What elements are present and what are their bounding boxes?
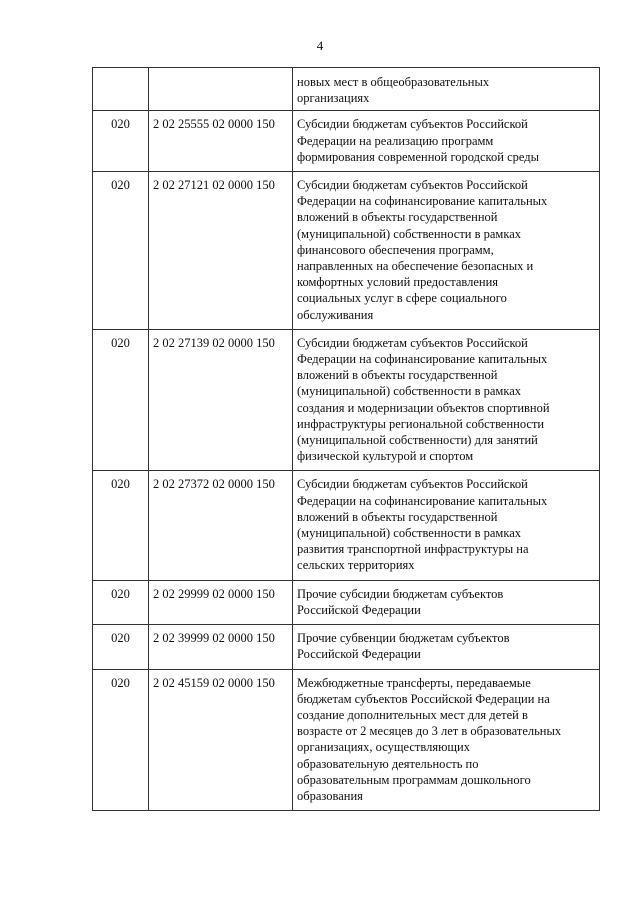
revenue-name-line: Субсидии бюджетам субъектов Российской [297, 335, 528, 350]
budget-classification-table [92, 67, 600, 811]
table-row [93, 111, 600, 172]
revenue-name-line: образовательным программам дошкольного [297, 772, 531, 787]
revenue-name-line: бюджетам субъектов Российской Федерации на [297, 691, 550, 706]
revenue-name-cell [293, 68, 600, 111]
revenue-name-line: инфраструктуры региональной собственности [297, 416, 545, 431]
admin-code-cell [93, 68, 149, 111]
revenue-name-line: Российской Федерации [297, 647, 421, 662]
budget-code-cell: 2 02 39999 02 0000 150 [149, 625, 293, 669]
revenue-name-cell [293, 471, 600, 580]
table-row [93, 329, 600, 471]
revenue-name-line: вложений в объекты государственной [297, 210, 498, 225]
revenue-name-line: (муниципальной) собственности в рамках [297, 384, 522, 399]
revenue-name-cell [293, 580, 600, 624]
revenue-name-line: (муниципальной) собственности в рамках [297, 526, 522, 541]
revenue-name-line: возрасте от 2 месяцев до 3 лет в образовательных [297, 724, 562, 739]
admin-code-cell: 020 [93, 172, 149, 330]
revenue-name-line: Федерации на софинансирование капитальных [297, 194, 548, 209]
revenue-name-line: (муниципальной собственности) для занятий [297, 433, 538, 448]
budget-code-cell [149, 68, 293, 111]
budget-code-cell: 2 02 27372 02 0000 150 [149, 471, 293, 580]
admin-code-cell: 020 [93, 625, 149, 669]
revenue-name-cell [293, 172, 600, 330]
revenue-name-line: вложений в объекты государственной [297, 368, 498, 383]
budget-code-cell: 2 02 25555 02 0000 150 [149, 111, 293, 172]
table-row [93, 172, 600, 330]
revenue-name-line: организациях [297, 91, 370, 106]
table-row [93, 669, 600, 811]
revenue-name-line: (муниципальной) собственности в рамках [297, 226, 522, 241]
revenue-name-line: Прочие субсидии бюджетам субъектов [297, 586, 504, 601]
revenue-name-line: образовательную деятельность по [297, 756, 479, 771]
revenue-name-line: Прочие субвенции бюджетам субъектов [297, 631, 510, 646]
table-body [93, 68, 600, 811]
revenue-name-line: создания и модернизации объектов спортивной [297, 400, 550, 415]
admin-code-cell: 020 [93, 669, 149, 811]
revenue-name-line: Субсидии бюджетам субъектов Российской [297, 117, 528, 132]
budget-code-cell: 2 02 27139 02 0000 150 [149, 329, 293, 471]
revenue-name-line: развития транспортной инфраструктуры на [297, 542, 529, 557]
revenue-name-line: обслуживания [297, 307, 374, 322]
budget-code-cell: 2 02 29999 02 0000 150 [149, 580, 293, 624]
revenue-name-line: образования [297, 788, 363, 803]
revenue-name-line: физической культурой и спортом [297, 449, 474, 464]
revenue-name-line: сельских территориях [297, 558, 415, 573]
revenue-name-line: новых мест в общеобразовательных [297, 75, 490, 89]
revenue-name-line: Федерации на реализацию программ [297, 133, 494, 148]
page-number: 4 [316, 38, 324, 53]
revenue-name-line: формирования современной городской среды [297, 149, 540, 164]
revenue-name-line: Субсидии бюджетам субъектов Российской [297, 178, 528, 193]
table-row [93, 625, 600, 669]
admin-code-cell: 020 [93, 111, 149, 172]
admin-code-cell: 020 [93, 580, 149, 624]
revenue-name-line: направленных на обеспечение безопасных и [297, 259, 534, 274]
revenue-name-cell [293, 329, 600, 471]
admin-code-cell: 020 [93, 329, 149, 471]
table-row [93, 471, 600, 580]
revenue-name-line: Федерации на софинансирование капитальных [297, 493, 548, 508]
table-row [93, 580, 600, 624]
revenue-name-line: создание дополнительных мест для детей в [297, 707, 528, 722]
table-row [93, 68, 600, 111]
revenue-name-line: финансового обеспечения программ, [297, 242, 494, 257]
revenue-name-line: Межбюджетные трансферты, передаваемые [297, 675, 531, 690]
revenue-name-line: вложений в объекты государственной [297, 509, 498, 524]
revenue-name-line: организациях, осуществляющих [297, 740, 470, 755]
revenue-name-cell [293, 669, 600, 811]
revenue-name-cell [293, 625, 600, 669]
revenue-name-cell [293, 111, 600, 172]
revenue-name-line: Субсидии бюджетам субъектов Российской [297, 477, 528, 492]
admin-code-cell: 020 [93, 471, 149, 580]
revenue-name-line: комфортных условий предоставления [297, 275, 499, 290]
budget-code-cell: 2 02 45159 02 0000 150 [149, 669, 293, 811]
revenue-name-line: Федерации на софинансирование капитальных [297, 352, 548, 367]
revenue-name-line: социальных услуг в сфере социального [297, 291, 507, 306]
budget-code-cell: 2 02 27121 02 0000 150 [149, 172, 293, 330]
revenue-name-line: Российской Федерации [297, 602, 421, 617]
